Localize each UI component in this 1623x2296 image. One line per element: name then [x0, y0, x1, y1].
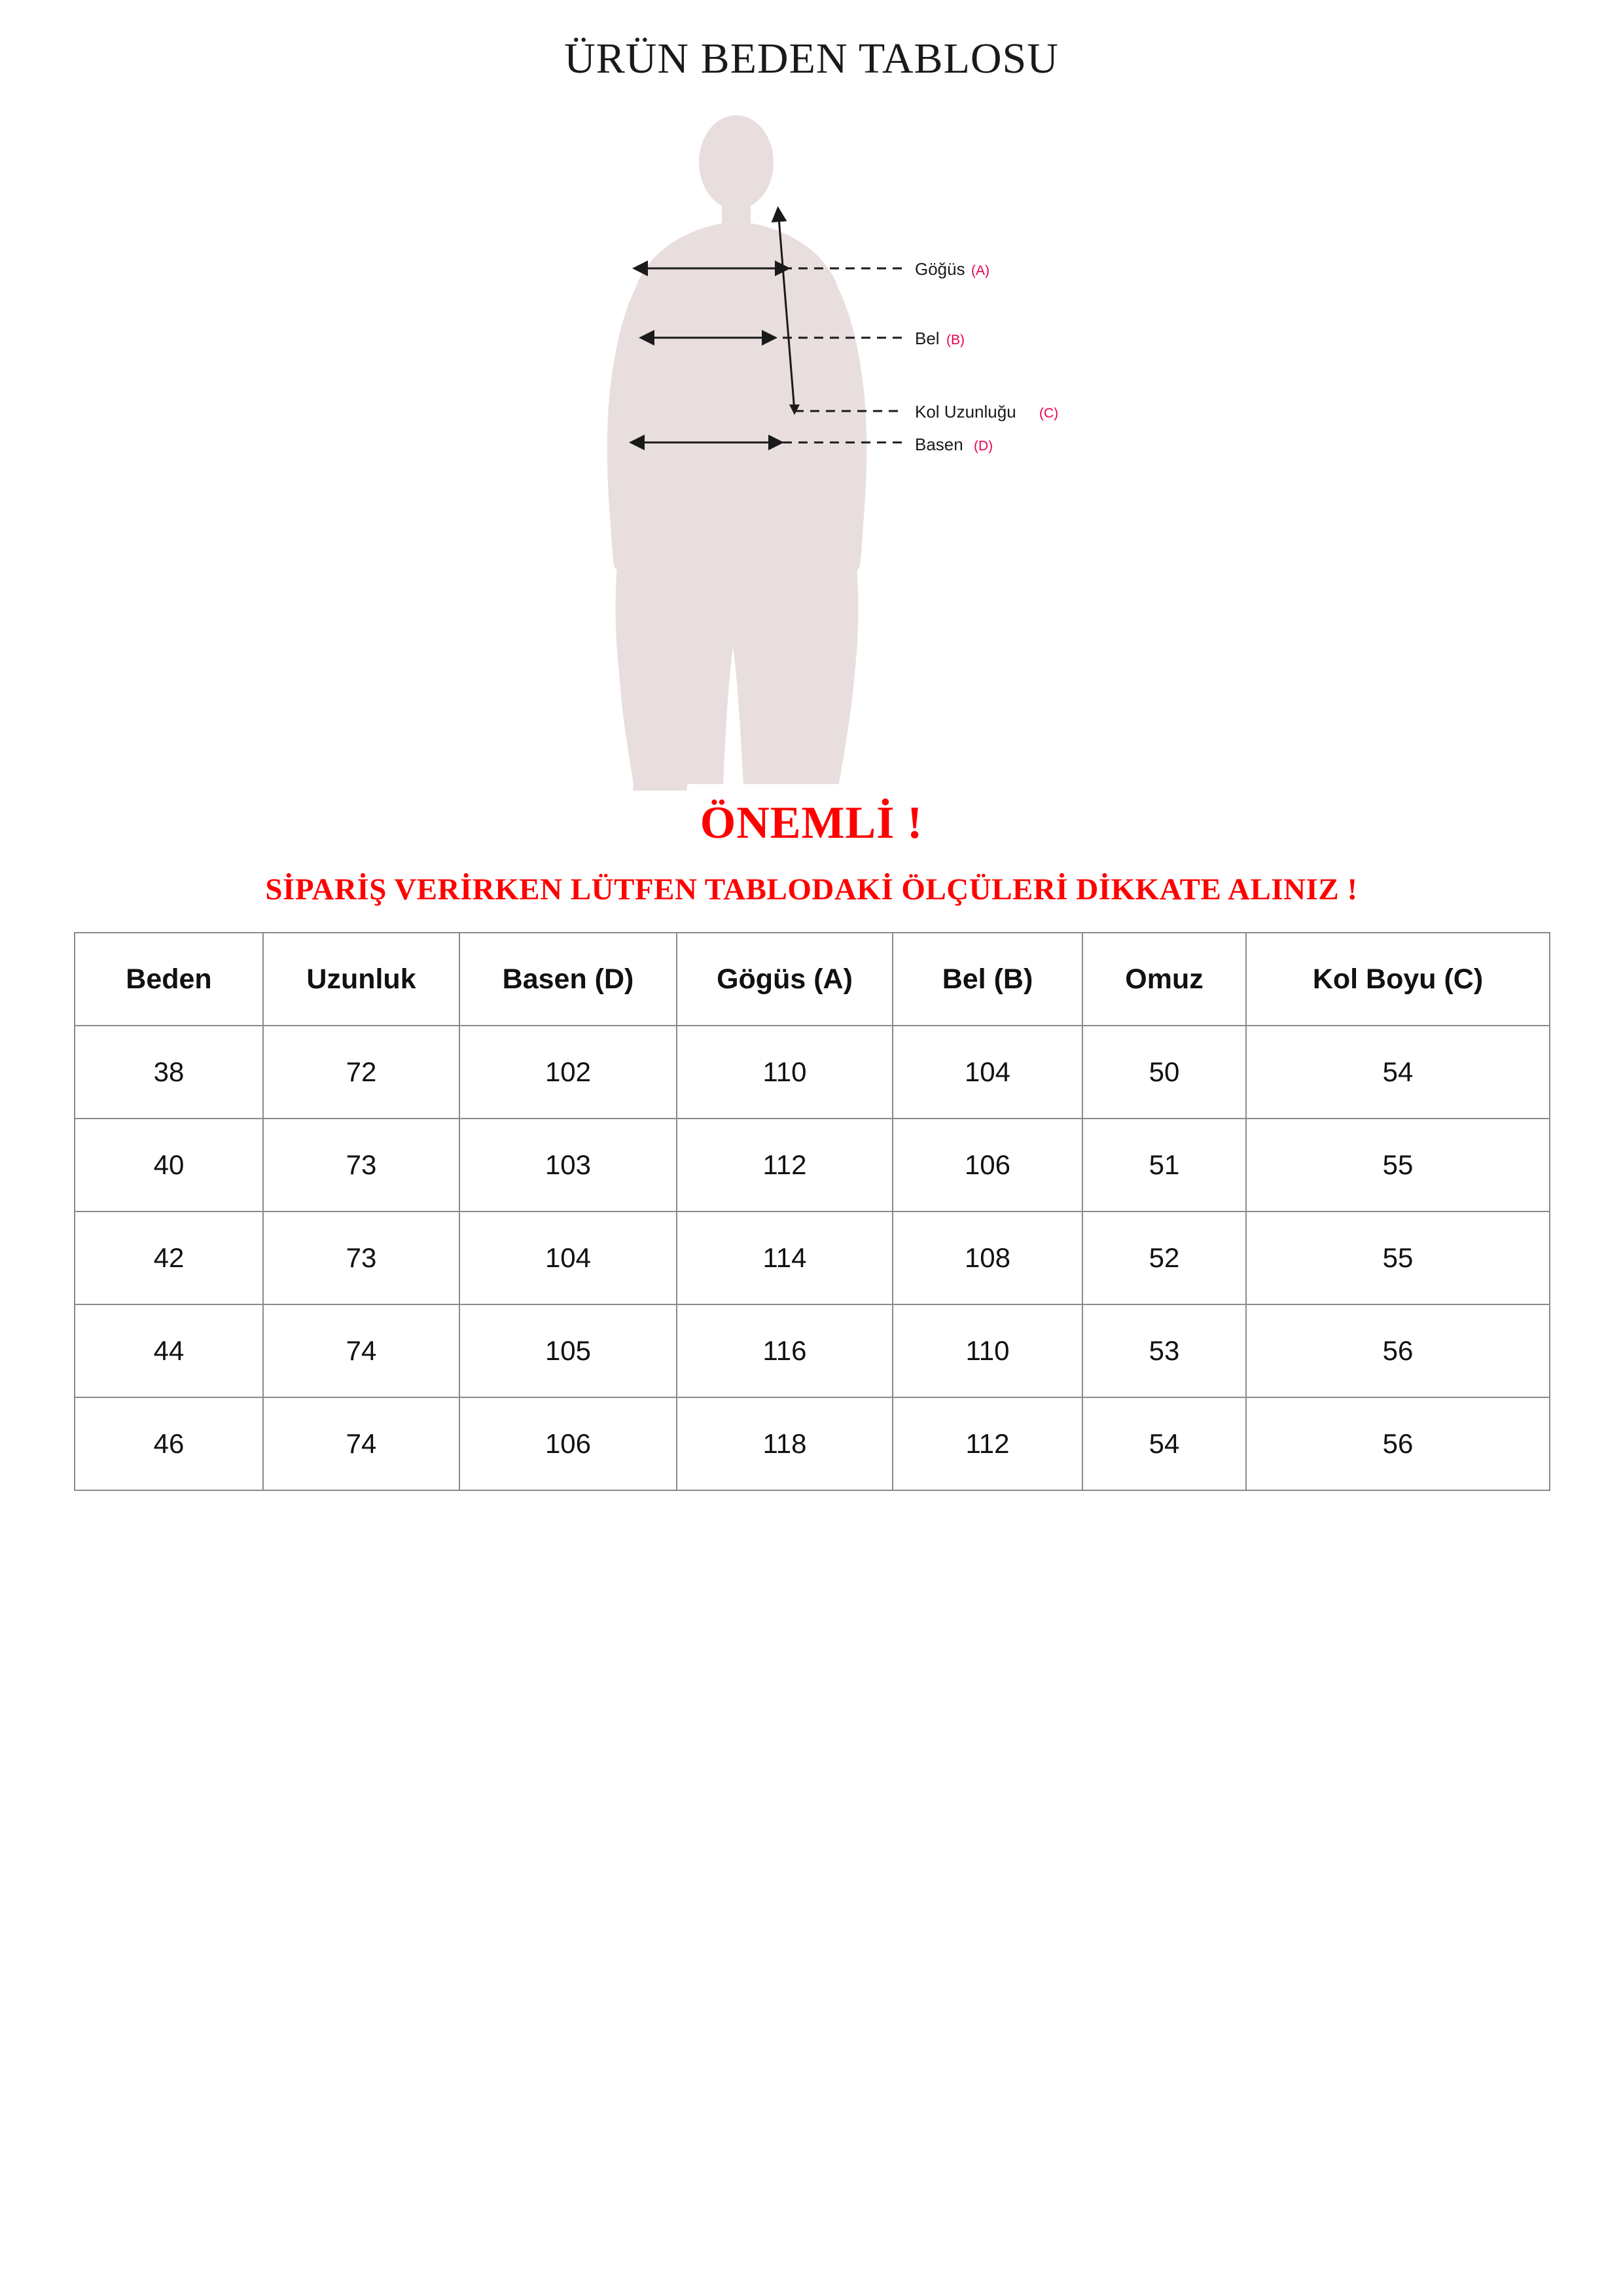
table-header-row — [75, 933, 1550, 1026]
label-sleeve-code: (C) — [1039, 406, 1059, 421]
table-cell: 104 — [893, 1026, 1082, 1119]
table-row — [75, 1026, 1550, 1119]
table-cell: 56 — [1246, 1304, 1550, 1397]
table-cell: 53 — [1082, 1304, 1246, 1397]
table-cell: 52 — [1082, 1211, 1246, 1304]
label-chest-code: (A) — [971, 263, 990, 278]
table-cell: 42 — [75, 1211, 263, 1304]
table-cell: 118 — [677, 1397, 893, 1490]
measurement-figure — [0, 97, 1623, 791]
table-row — [75, 1397, 1550, 1490]
table-row — [75, 1119, 1550, 1211]
body-diagram-svg — [0, 97, 1623, 791]
table-cell: 110 — [677, 1026, 893, 1119]
table-cell: 114 — [677, 1211, 893, 1304]
table-cell: 72 — [263, 1026, 459, 1119]
table-cell: 103 — [459, 1119, 677, 1211]
size-table-wrapper — [74, 932, 1549, 1491]
table-header-cell: Uzunluk — [263, 933, 459, 1026]
table-cell: 54 — [1082, 1397, 1246, 1490]
table-cell: 50 — [1082, 1026, 1246, 1119]
table-cell: 44 — [75, 1304, 263, 1397]
size-table — [74, 932, 1550, 1491]
label-sleeve: Kol Uzunluğu — [915, 402, 1016, 422]
table-cell: 40 — [75, 1119, 263, 1211]
table-cell: 74 — [263, 1397, 459, 1490]
important-heading: ÖNEMLİ ! — [700, 798, 923, 848]
table-cell: 46 — [75, 1397, 263, 1490]
label-waist: Bel — [915, 329, 940, 348]
table-header-cell: Omuz — [1082, 933, 1246, 1026]
label-hip: Basen — [915, 435, 963, 454]
table-header-cell: Kol Boyu (C) — [1246, 933, 1550, 1026]
table-header-cell: Beden — [75, 933, 263, 1026]
table-cell: 55 — [1246, 1119, 1550, 1211]
table-cell: 55 — [1246, 1211, 1550, 1304]
important-subheading: SİPARİŞ VERİRKEN LÜTFEN TABLODAKİ ÖLÇÜLERİ DİKKATE ALINIZ ! — [265, 872, 1358, 906]
table-cell: 106 — [893, 1119, 1082, 1211]
table-cell: 116 — [677, 1304, 893, 1397]
table-header-cell: Gögüs (A) — [677, 933, 893, 1026]
label-waist-code: (B) — [946, 332, 965, 348]
table-cell: 56 — [1246, 1397, 1550, 1490]
table-cell: 51 — [1082, 1119, 1246, 1211]
table-row — [75, 1211, 1550, 1304]
label-hip-code: (D) — [974, 439, 993, 454]
table-cell: 106 — [459, 1397, 677, 1490]
female-silhouette-icon — [607, 115, 866, 791]
table-header-cell: Basen (D) — [459, 933, 677, 1026]
table-cell: 73 — [263, 1211, 459, 1304]
table-cell: 54 — [1246, 1026, 1550, 1119]
table-cell: 112 — [893, 1397, 1082, 1490]
table-cell: 74 — [263, 1304, 459, 1397]
label-chest: Göğüs — [915, 259, 965, 279]
table-cell: 112 — [677, 1119, 893, 1211]
table-cell: 102 — [459, 1026, 677, 1119]
page-title: ÜRÜN BEDEN TABLOSU — [564, 35, 1059, 82]
table-cell: 73 — [263, 1119, 459, 1211]
table-cell: 108 — [893, 1211, 1082, 1304]
table-row — [75, 1304, 1550, 1397]
table-header-cell: Bel (B) — [893, 933, 1082, 1026]
table-cell: 110 — [893, 1304, 1082, 1397]
table-cell: 105 — [459, 1304, 677, 1397]
table-cell: 38 — [75, 1026, 263, 1119]
table-cell: 104 — [459, 1211, 677, 1304]
